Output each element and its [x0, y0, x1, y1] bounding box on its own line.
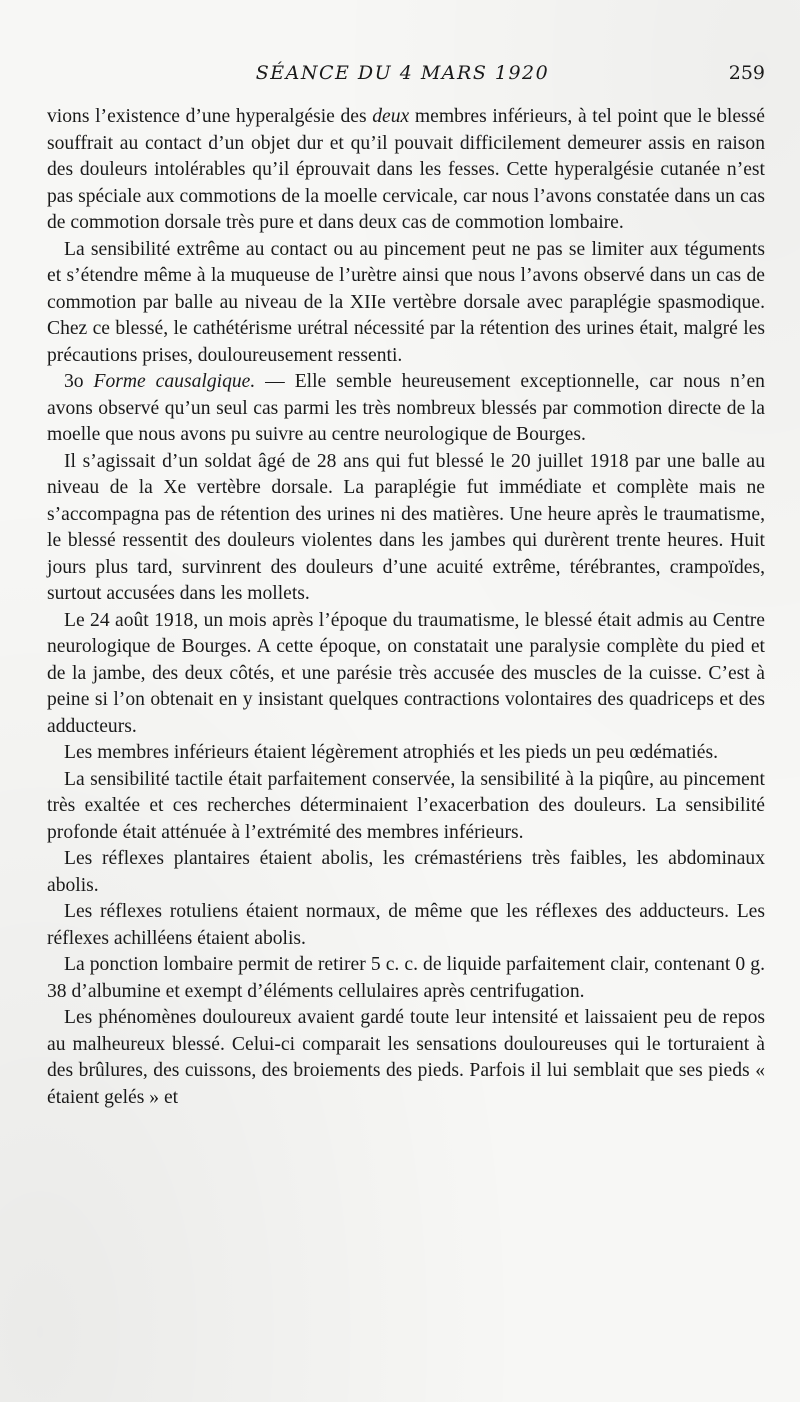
paragraph: Les membres inférieurs étaient légèrement atrophiés et les pieds un peu œdématiés. — [64, 742, 718, 763]
paragraph: La ponction lombaire permit de retirer 5 c. c. de liquide parfaitement clair, contenant 0 g. 38 d’albumine et exempt d’éléments cellulaires après centrifugation. — [47, 954, 765, 1002]
paragraph: Il s’agissait d’un soldat âgé de 28 ans qui fut blessé le 20 juillet 1918 par une balle au niveau de la Xe vertèbre dorsale. La paraplégie fut immédiate et complète mais ne s’accompagna pas de rétention des urines ni des matières. Une heure après le traumatisme, le blessé ressentit des douleurs violentes dans les jambes qui durèrent trente heures. Huit jours plus tard, survinrent des douleurs d’une acuité extrême, térébrantes, crampoïdes, surtout accusées dans les mollets. — [47, 450, 765, 604]
page-number: 259 — [728, 62, 765, 84]
paragraph: Les réflexes plantaires étaient abolis, les crémastériens très faibles, les abdominaux abolis. — [47, 848, 765, 896]
paragraph: La sensibilité tactile était parfaitement conservée, la sensibilité à la piqûre, au pincement très exaltée et ces recherches déterminaient l’exacerbation des douleurs. La sensibilité profonde était atténuée à l’extrémité des membres inférieurs. — [47, 768, 765, 843]
paragraph: La sensibilité extrême au contact ou au pincement peut ne pas se limiter aux téguments et s’étendre même à la muqueuse de l’urètre ainsi que nous l’avons observé dans un cas de commotion par balle au niveau de la XIIe vertèbre dorsale avec paraplégie spasmodique. Chez ce blessé, le cathétérisme urétral nécessité par la rétention des urines était, malgré les précautions prises, douloureusement ressenti. — [47, 238, 765, 366]
paragraph: Les réflexes rotuliens étaient normaux, de même que les réflexes des adducteurs. Les réflexes achilléens étaient abolis. — [47, 901, 765, 949]
paragraph: Les phénomènes douloureux avaient gardé toute leur intensité et laissaient peu de repos au malheureux blessé. Celui-ci comparait les sensations douloureuses qui le torturaient à des brûlures, des cuissons, des broiements des pieds. Parfois il lui semblait que ses pieds « étaient gelés » et — [47, 1007, 765, 1108]
paragraph: Le 24 août 1918, un mois après l’époque du traumatisme, le blessé était admis au Centre neurologique de Bourges. A cette époque, on constatait une paralysie complète du pied et de la jambe, des deux côtés, et une parésie très accusée des muscles de la cuisse. C’est à peine si l’on obtenait en y insistant quelques contractions volontaires des quadriceps et des adducteurs. — [47, 609, 765, 737]
paragraph: 3o Forme causalgique. — Elle semble heureusement exceptionnelle, car nous n’en avons observé qu’un seul cas parmi les très nombreux blessés par commotion directe de la moelle que nous avons pu suivre au centre neurologique de Bourges. — [47, 371, 765, 445]
body-text — [47, 104, 765, 1111]
paragraph: vions l’existence d’une hyperalgésie des deux membres inférieurs, à tel point que le blessé souffrait au contact d’un objet dur et qu’il pouvait difficilement demeurer assis en raison des douleurs intolérables qu’il éprouvait dans les fesses. Cette hyperalgésie cutanée n’est pas spéciale aux commotions de la moelle cervicale, car nous l’avons constatée dans un cas de commotion dorsale très pure et dans deux cas de commotion lombaire. — [47, 106, 765, 233]
page-header — [40, 62, 765, 88]
running-title: SÉANCE DU 4 MARS 1920 — [255, 62, 550, 84]
